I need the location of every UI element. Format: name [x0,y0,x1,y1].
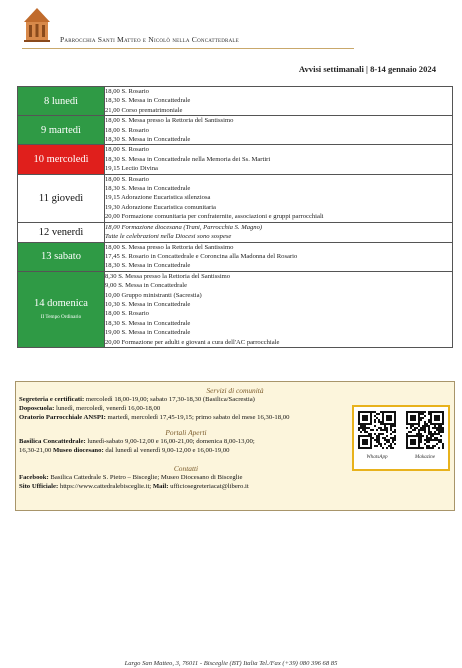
parish-logo-icon [22,6,52,44]
day-label: 9 martedì [41,124,81,136]
open-line-2: 16,30-21,00 Museo diocesano: dal lunedì al venerdì 9,00-12,00 e 16,00-19,00 [19,447,230,454]
event-item: 8,30 S. Messa presso la Rettoria del Santissimo [105,272,231,280]
event-item: Tutte le celebrazioni nella Diocesi sono sospese [105,233,232,241]
footer-address: Largo San Matteo, 3, 76011 - Bisceglie (BT) Italia Tel./Fax (+39) 080 396 68 85 [124,660,338,667]
events-cell [105,271,453,347]
event-item: 9,00 S. Messa in Concattedrale [105,282,188,290]
events-cell [105,87,453,116]
day-row [18,116,453,145]
events-cell [105,222,453,242]
liturgical-note: II Tempo Ordinario [40,314,82,321]
services-heading: Servizi di comunità [206,386,264,395]
day-label-cell [18,174,105,222]
event-item: 20,00 Formazione comunitaria per confraternite, associazioni e gruppi parrocchiali [105,213,324,221]
event-item: 10,30 S. Messa in Concattedrale [105,300,191,308]
day-label-cell [18,87,105,116]
day-label-cell [18,145,105,174]
whatsapp-qr-icon[interactable] [358,411,396,449]
qr-codes-panel [352,405,450,471]
day-label: 8 lunedì [43,95,79,107]
header-divider [22,48,354,49]
info-box [15,381,455,511]
open-heading: Portali Aperti [165,428,207,437]
magazine-qr-icon[interactable] [406,411,444,449]
event-item: 18,00 S. Rosario [105,146,149,154]
event-item: 18,00 Formazione diocesana (Trani, Parrocchia S. Magno) [105,223,263,231]
day-label: 11 giovedì [38,192,84,204]
events-cell [105,145,453,174]
day-row [18,271,453,347]
event-item: 20,00 Formazione per adulti e giovani a cura dell'AC parrocchiale [105,338,280,346]
day-label: 14 domenica [34,298,88,310]
day-label-cell [18,222,105,242]
event-item: 19,00 S. Messa in Concattedrale [105,329,191,337]
day-row [18,174,453,222]
event-item: 18,30 S. Messa in Concattedrale [105,136,191,144]
event-item: 18,30 S. Messa in Concattedrale nella Memoria dei Ss. Martiri [105,155,271,163]
day-row [18,242,453,271]
day-row [18,87,453,116]
event-item: 19,15 Adorazione Eucaristica silenziosa [105,194,211,202]
event-item: 18,00 S. Rosario [105,310,149,318]
services-line-2: Doposcuola: lunedì, mercoledì, venerdì 16,00-18,00 [19,405,161,412]
contacts-heading: Contatti [173,464,199,473]
magazine-qr-label: Makazine [414,454,436,460]
events-cell [105,242,453,271]
event-item: 18,00 S. Rosario [105,175,149,183]
event-item: 21,00 Corso prematrimoniale [105,106,183,114]
event-item: 18,30 S. Messa in Concattedrale [105,319,191,327]
day-label-cell [18,242,105,271]
events-cell [105,174,453,222]
event-item: 18,00 S. Messa presso la Rettoria del Santissimo [105,243,234,251]
events-cell [105,116,453,145]
event-item: 19,30 Adorazione Eucaristica comunitaria [105,203,216,211]
services-line-3: Oratorio Parrocchiale ANSPI: martedì, mercoledì 17,45-19,15; primo sabato del mese 16,30-18,00 [19,414,290,421]
day-label-cell [18,271,105,347]
day-label: 12 venerdì [38,226,84,238]
event-item: 18,30 S. Messa in Concattedrale [105,97,191,105]
services-line-1: Segreteria e certificati: mercoledì 18,00-19,00; sabato 17,30-18,30 (Basilica/Sacrestia) [19,396,255,403]
day-label: 10 mercoledì [33,154,89,166]
event-item: 18,00 S. Rosario [105,126,149,134]
contacts-line-2: Sito Ufficiale: https://www.cattedralebisceglie.it; Mail: ufficiosegreteriacat@libero.it [19,483,249,490]
event-item: 19,15 Lectio Divina [105,165,158,173]
header [22,6,352,52]
open-line-1: Basilica Concattedrale: lunedì-sabato 9,00-12,00 e 16,00-21,00; domenica 8,00-13,00; [19,438,255,445]
event-item: 18,30 S. Messa in Concattedrale [105,185,191,193]
event-item: 18,30 S. Messa in Concattedrale [105,262,191,270]
page-title: Avvisi settimanali | 8-14 gennaio 2024 [298,64,436,74]
contacts-line-1: Facebook: Basilica Cattedrale S. Pietro – Bisceglie; Museo Diocesano di Bisceglie [19,474,243,481]
event-item: 10,00 Gruppo ministranti (Sacrestia) [105,291,202,299]
day-row [18,145,453,174]
event-item: 18,00 S. Rosario [105,88,149,95]
day-row [18,222,453,242]
day-label-cell [18,116,105,145]
event-item: 18,00 S. Messa presso la Rettoria del Santissimo [105,117,234,125]
whatsapp-qr-label: WhatsApp [366,454,388,460]
day-label: 13 sabato [41,251,81,263]
weekly-schedule-table [17,86,453,348]
event-item: 17,45 S. Rosario in Concattedrale e Coroncina alla Madonna del Rosario [105,252,298,260]
parish-name: Parrocchia Santi Matteo e Nicolò nella Concattedrale [60,35,239,44]
